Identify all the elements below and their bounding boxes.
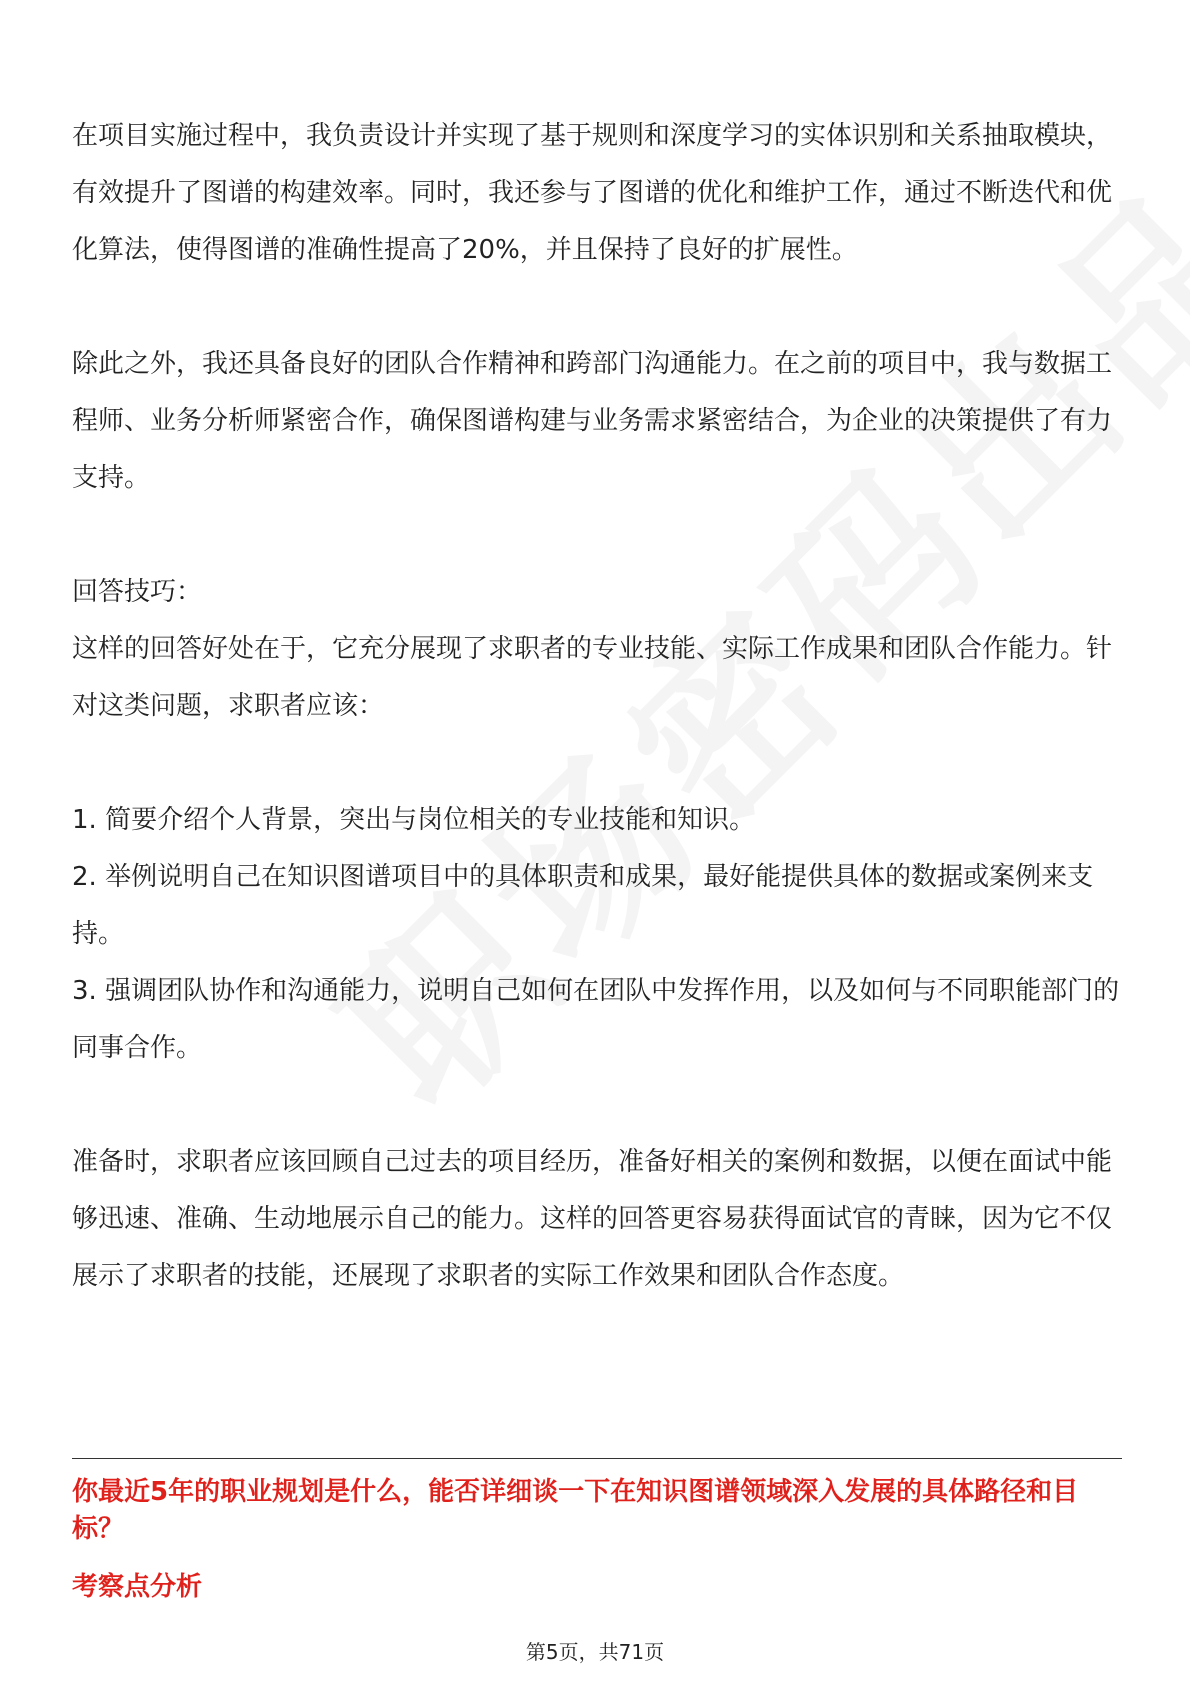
tips-item-2: 2. 举例说明自己在知识图谱项目中的具体职责和成果，最好能提供具体的数据或案例来支持。	[72, 862, 1094, 949]
tips-conclusion: 准备时，求职者应该回顾自己过去的项目经历，准备好相关的案例和数据，以便在面试中能够迅速、准确、生动地展示自己的能力。这样的回答更容易获得面试官的青睐，因为它不仅展示了求职者的技能，还展现了求职者的实际工作效果和团队合作态度。	[72, 1147, 1113, 1291]
paragraph-project-implementation: 在项目实施过程中，我负责设计并实现了基于规则和深度学习的实体识别和关系抽取模块，有效提升了图谱的构建效率。同时，我还参与了图谱的优化和维护工作，通过不断迭代和优化算法，使得图谱的准确性提高了20%，并且保持了良好的扩展性。	[72, 121, 1113, 265]
tips-item-3: 3. 强调团队协作和沟通能力，说明自己如何在团队中发挥作用，以及如何与不同职能部门的同事合作。	[72, 976, 1120, 1063]
paragraph-teamwork: 除此之外，我还具备良好的团队合作精神和跨部门沟通能力。在之前的项目中，我与数据工程师、业务分析师紧密合作，确保图谱构建与业务需求紧密结合，为企业的决策提供了有力支持。	[72, 349, 1113, 493]
page-number-footer: 第5页，共71页	[525, 1640, 665, 1664]
body-content	[72, 108, 1122, 1305]
analysis-section-title: 考察点分析	[72, 1572, 203, 1602]
tips-heading: 回答技巧：	[72, 577, 203, 607]
next-question-heading: 你最近5年的职业规划是什么，能否详细谈一下在知识图谱领域深入发展的具体路径和目标？	[72, 1477, 1079, 1544]
section-divider	[72, 1458, 1122, 1459]
tips-item-1: 1. 简要介绍个人背景，突出与岗位相关的专业技能和知识。	[72, 805, 756, 835]
tips-intro: 这样的回答好处在于，它充分展现了求职者的专业技能、实际工作成果和团队合作能力。针对这类问题，求职者应该：	[72, 634, 1113, 721]
